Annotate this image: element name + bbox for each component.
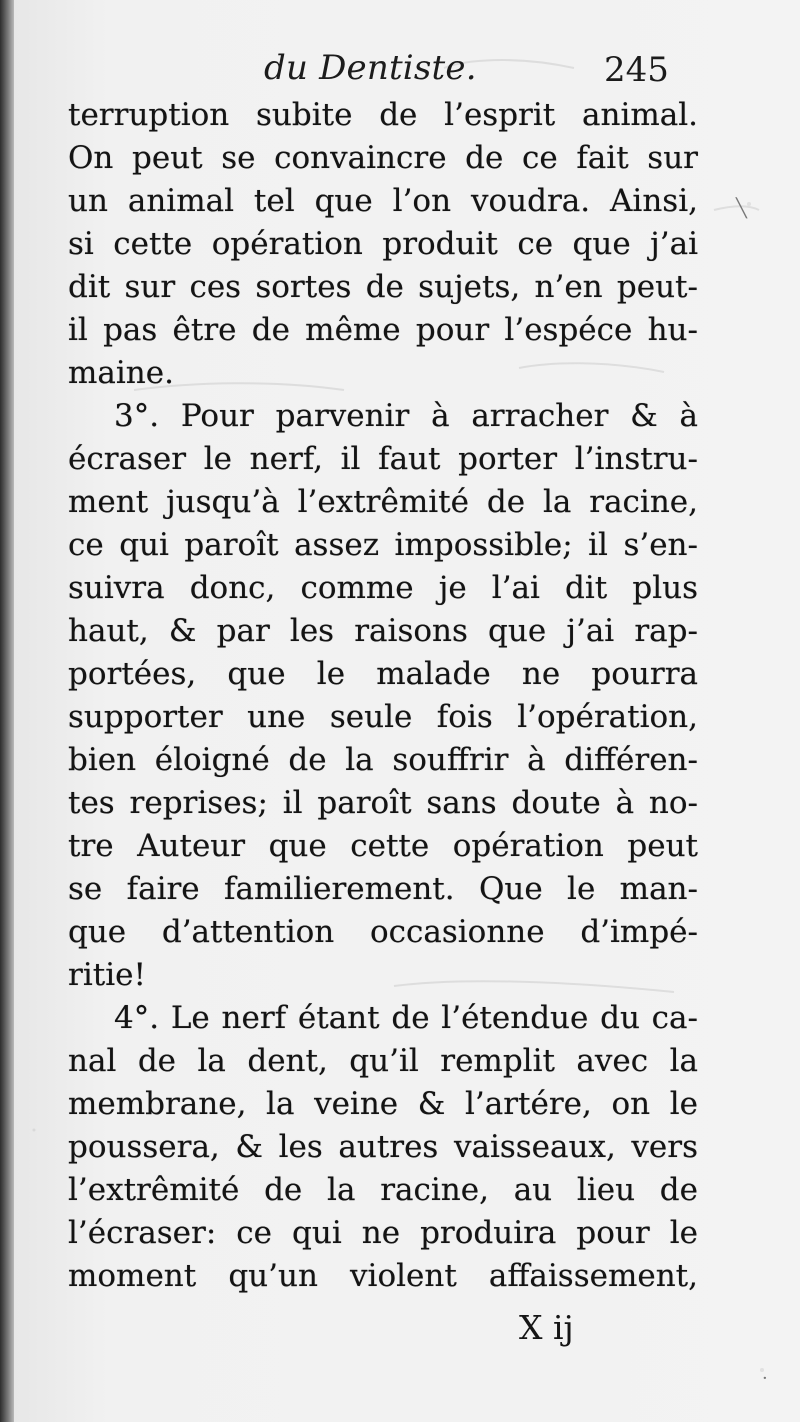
text-line: il pas être de même pour l’espéce hu- (68, 312, 698, 348)
text-line: supporter une seule fois l’opération, (68, 699, 698, 735)
page-header (14, 48, 800, 98)
book-gutter-shadow (0, 0, 14, 1422)
text-line: se faire familierement. Que le man- (68, 871, 698, 907)
text-line: nal de la dent, qu’il remplit avec la (68, 1043, 698, 1079)
running-title: du Dentiste. (264, 48, 477, 88)
text-line: ce qui paroît assez impossible; il s’en- (68, 527, 698, 563)
text-line: l’extrêmité de la racine, au lieu de (68, 1172, 698, 1208)
text-line: bien éloigné de la souffrir à différen- (68, 742, 698, 778)
text-line: écraser le nerf, il faut porter l’instru- (68, 441, 698, 477)
book-page (14, 0, 800, 1422)
text-line: ritie! (68, 957, 146, 993)
text-line: dit sur ces sortes de sujets, n’en peut- (68, 269, 698, 305)
page-number: 245 (604, 50, 669, 90)
text-line: haut, & par les raisons que j’ai rap- (68, 613, 698, 649)
text-line: tre Auteur que cette opération peut (68, 828, 698, 864)
signature-mark: X ij (519, 1308, 574, 1347)
text-line: poussera, & les autres vaisseaux, vers (68, 1129, 698, 1165)
text-line: portées, que le malade ne pourra (68, 656, 698, 692)
body-text (68, 94, 698, 1298)
text-line: suivra donc, comme je l’ai dit plus (68, 570, 698, 606)
scan-mark: · (762, 1368, 768, 1389)
paragraph-4-start: 4°. Le nerf étant de l’étendue du ca- (114, 1000, 698, 1036)
text-line: terruption subite de l’esprit animal. (68, 97, 698, 133)
paragraph-3-start: 3°. Pour parvenir à arracher & à (114, 398, 698, 434)
text-line: tes reprises; il paroît sans doute à no- (68, 785, 698, 821)
text-line: membrane, la veine & l’artére, on le (68, 1086, 698, 1122)
text-line: que d’attention occasionne d’impé- (68, 914, 698, 950)
scan-mark: ╲ (736, 198, 747, 219)
text-line: moment qu’un violent affaissement, (68, 1258, 698, 1294)
text-line: On peut se convaincre de ce fait sur (68, 140, 698, 176)
text-line: ment jusqu’à l’extrêmité de la racine, (68, 484, 698, 520)
text-line: l’écraser: ce qui ne produira pour le (68, 1215, 698, 1251)
text-line: maine. (68, 355, 174, 391)
text-line: un animal tel que l’on voudra. Ainsi, (68, 183, 698, 219)
text-line: si cette opération produit ce que j’ai (68, 226, 698, 262)
